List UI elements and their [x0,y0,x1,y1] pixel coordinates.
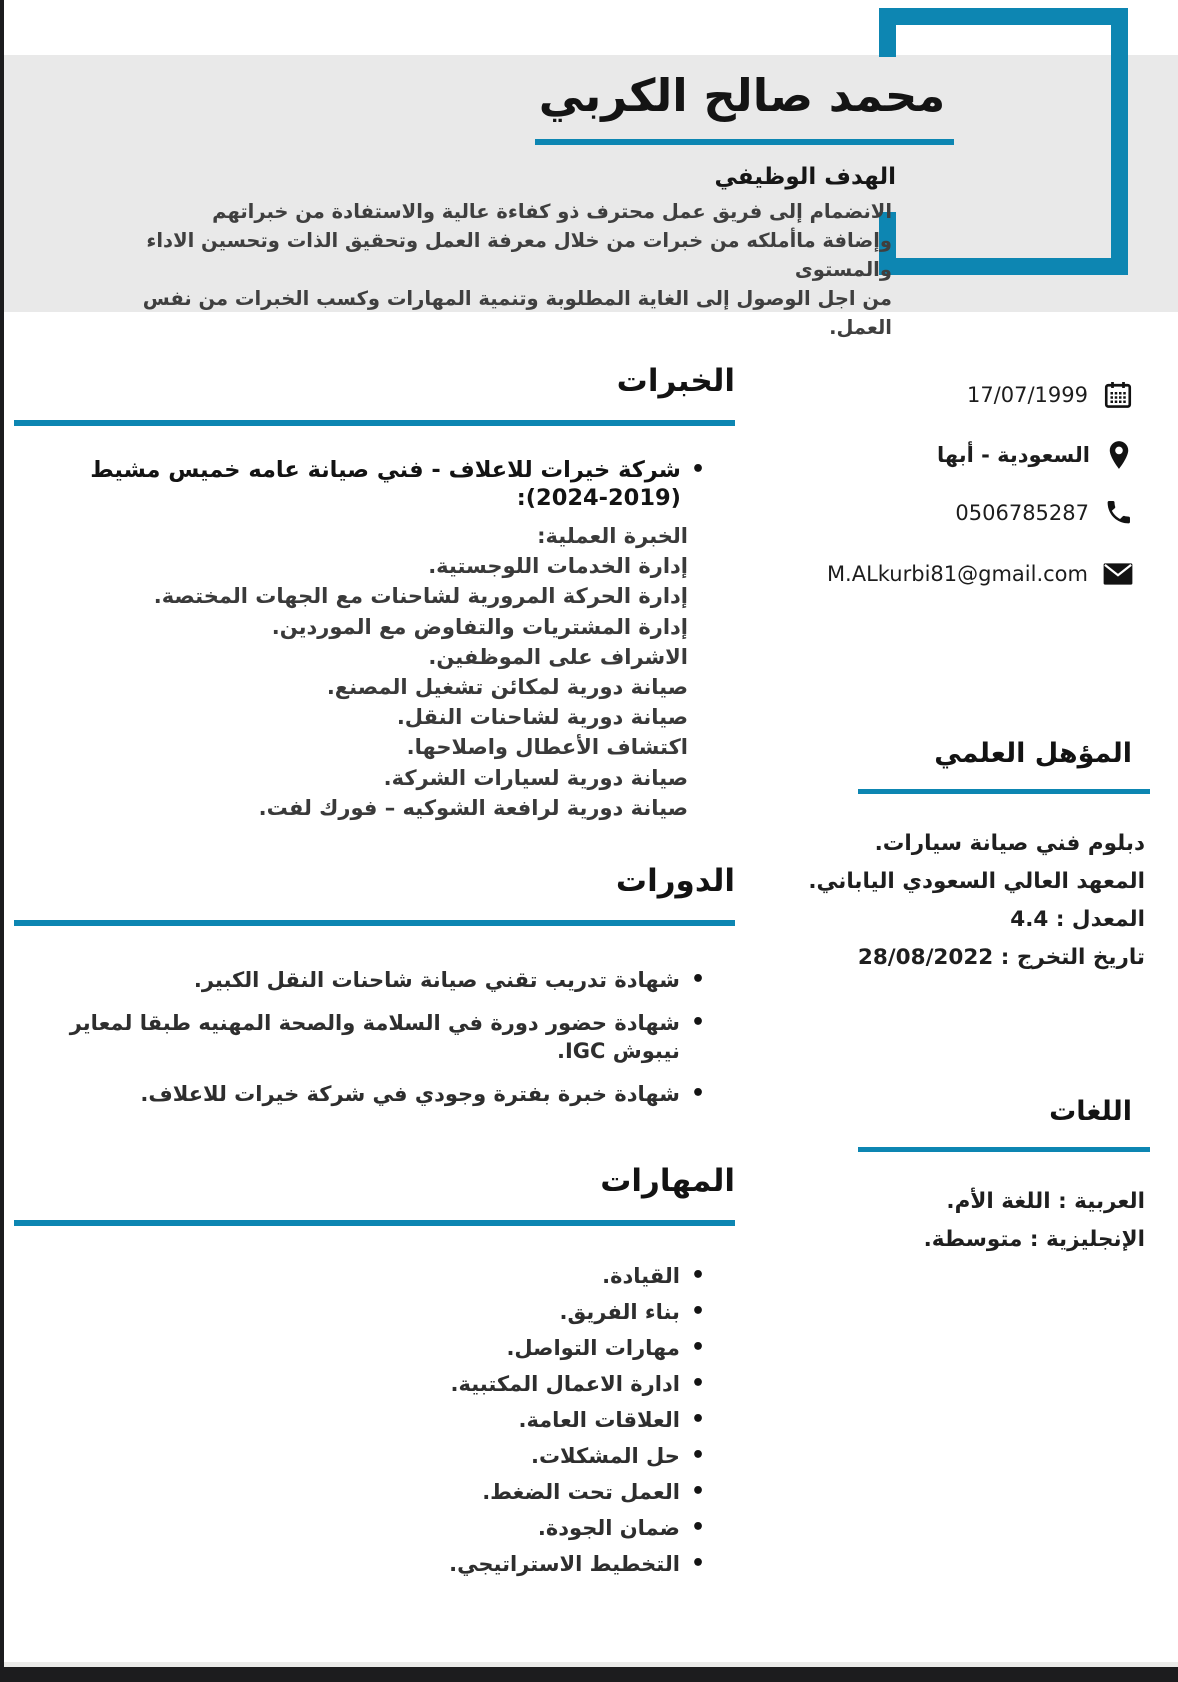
experience-detail-line: صيانة دورية لمكائن تشغيل المصنع. [326,675,688,700]
name-underline [535,139,954,145]
experience-detail-line: صيانة دورية لرافعة الشوكيه – فورك لفت. [258,795,688,820]
experience-detail-line: الخبرة العملية: [537,524,688,548]
skill-item [14,1366,705,1402]
languages-lines [858,1183,1150,1259]
education-line: تاريخ التخرج : 28/08/2022 [857,945,1145,970]
course-item-text: شهادة خبرة بفترة وجودي في شركة خيرات للاعلاف. [140,1082,680,1106]
bullet-icon [691,1438,705,1474]
bullet-icon [691,1258,705,1294]
decor-frame-right [1111,8,1128,275]
language-line: الإنجليزية : متوسطة. [923,1227,1145,1252]
objective-line: وإضافة ماأملكه من خبرات من خلال معرفة العمل وتحقيق الذات وتحسين الاداء والمستوى [146,229,892,281]
birth-date-value: 17/07/1999 [966,383,1088,407]
contact-row-email [827,562,1133,586]
calendar-icon [1103,380,1133,410]
objective-line: الانضمام إلى فريق عمل محترف ذو كفاءة عالية والاستفادة من خبراتهم [212,200,892,223]
experience-detail-line: الاشراف على الموظفين. [428,644,688,669]
skill-item [14,1402,705,1438]
person-name: محمد صالح الكربي [538,69,946,122]
skill-item [14,1258,705,1294]
experience-title: الخبرات [616,363,735,399]
section-languages [858,1091,1150,1259]
objective-title: الهدف الوظيفي [714,164,896,190]
education-line: المعدل : 4.4 [1010,907,1145,932]
bullet-icon [691,966,705,994]
education-line: المعهد العالي السعودي الياباني. [808,869,1145,894]
section-experience [14,358,735,823]
courses-list [14,966,735,1108]
location-pin-icon [1105,440,1133,470]
experience-detail-line: صيانة دورية لسيارات الشركة. [383,765,688,790]
skills-list [14,1258,735,1582]
skill-item [14,1546,705,1582]
experience-detail-line: إدارة المشتريات والتفاوض مع الموردين. [271,614,688,639]
course-item [14,1009,705,1065]
viewer-bottom-bar [0,1667,1178,1682]
bullet-icon [691,1474,705,1510]
experience-job-line [14,456,735,512]
section-education [808,733,1150,977]
bullet-icon [691,1366,705,1402]
contact-row-phone [955,498,1133,527]
email-value: M.ALkurbi81@gmail.com [826,562,1088,586]
bullet-icon [691,1294,705,1330]
bullet-icon [691,1009,705,1065]
experience-detail-line: إدارة الخدمات اللوجستية. [428,554,688,579]
bullet-icon [691,1546,705,1582]
objective-text [102,197,892,342]
skill-item-text: ضمان الجودة. [537,1516,680,1540]
skill-item [14,1294,705,1330]
course-item-text: شهادة تدريب تقني صيانة شاحنات النقل الكبير. [193,968,680,992]
skill-item [14,1474,705,1510]
contact-row-birth-date [967,380,1133,410]
bullet-icon [691,1080,705,1108]
skill-item-text: حل المشكلات. [530,1444,680,1468]
skills-title: المهارات [600,1163,735,1199]
decor-frame-left-upper [879,8,896,57]
skill-item-text: مهارات التواصل. [506,1336,680,1360]
decor-frame-bottom [879,258,1128,275]
job-title-text: شركة خيرات للاعلاف - فني صيانة عامه خميس مشيط (2019-2024): [90,457,681,511]
languages-rule [858,1147,1150,1152]
language-line: العربية : اللغة الأم. [946,1189,1145,1214]
skill-item [14,1510,705,1546]
education-title: المؤهل العلمي [934,738,1132,769]
course-item [14,1080,705,1108]
envelope-icon [1103,562,1133,586]
section-skills [14,1158,735,1582]
experience-detail-line: صيانة دورية لشاحنات النقل. [396,705,688,730]
skill-item-text: ادارة الاعمال المكتبية. [450,1372,680,1396]
bullet-icon [691,1402,705,1438]
experience-detail-line: إدارة الحركة المرورية لشاحنات مع الجهات المختصة. [153,584,688,609]
skill-item [14,1330,705,1366]
education-line: دبلوم فني صيانة سيارات. [874,831,1145,856]
skill-item-text: القيادة. [602,1264,680,1288]
skills-rule [14,1220,735,1226]
bullet-icon [691,1330,705,1366]
phone-icon [1104,498,1133,527]
contact-row-location [937,440,1133,470]
location-value: السعودية - أبها [936,443,1090,467]
section-courses [14,858,735,1123]
skill-item-text: بناء الفريق. [559,1300,680,1324]
phone-value: 0506785287 [955,500,1089,525]
experience-detail-line: اكتشاف الأعطال واصلاحها. [406,735,688,760]
skill-item-text: العلاقات العامة. [518,1408,680,1432]
course-item-text: شهادة حضور دورة في السلامة والصحة المهنيه طبقا لمعاير نيبوش IGC. [69,1011,680,1063]
education-lines [808,825,1150,977]
course-item [14,966,705,994]
courses-rule [14,920,735,926]
education-rule [858,789,1150,794]
skill-item-text: العمل تحت الضغط. [482,1480,680,1504]
skill-item [14,1438,705,1474]
skill-item-text: التخطيط الاستراتيجي. [449,1552,680,1576]
languages-title: اللغات [1049,1096,1132,1127]
viewer-left-edge [0,0,4,1682]
decor-frame-top [879,8,1128,25]
bullet-icon [691,456,705,512]
bullet-icon [691,1510,705,1546]
experience-rule [14,420,735,426]
experience-details [14,521,735,823]
courses-title: الدورات [615,863,735,899]
objective-line: من اجل الوصول إلى الغاية المطلوبة وتنمية المهارات وكسب الخبرات من نفس العمل. [142,287,892,339]
